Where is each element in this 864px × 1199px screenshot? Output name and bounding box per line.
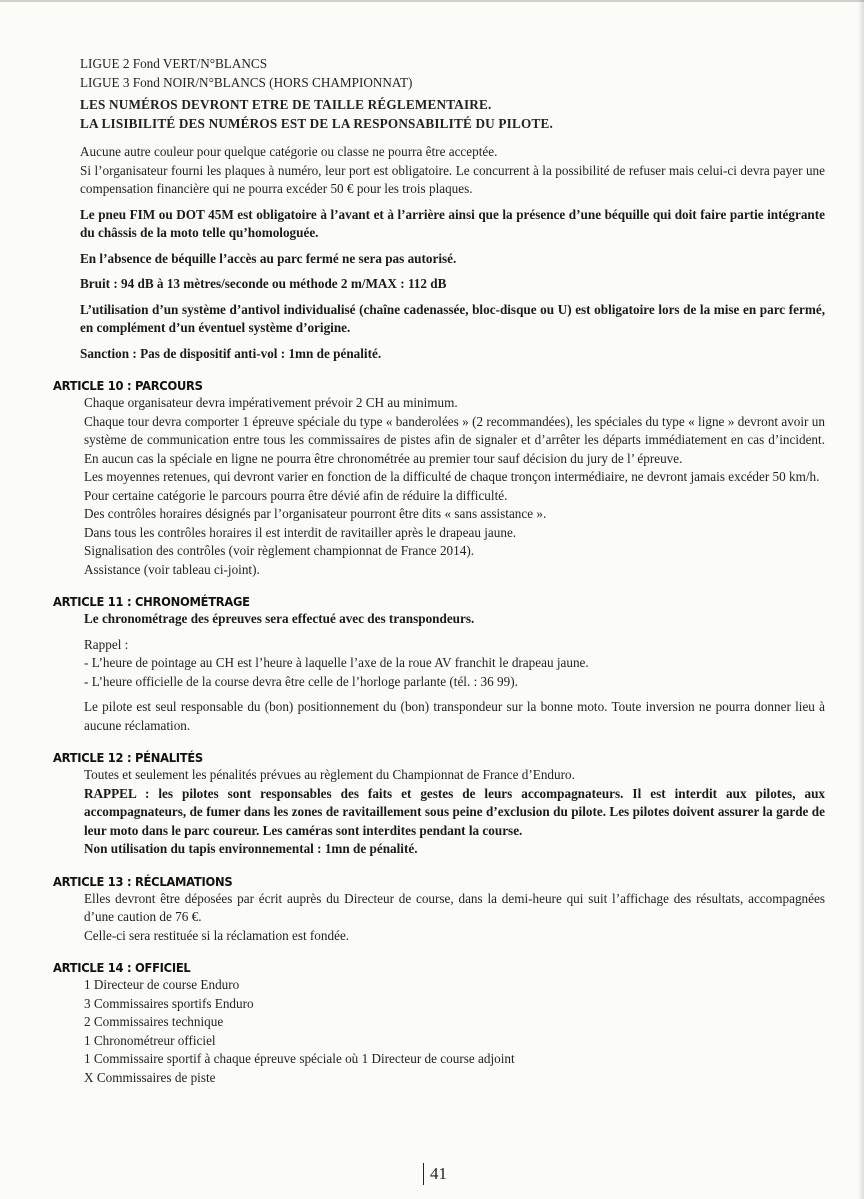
article-10-body (84, 394, 825, 579)
article-12-body (84, 766, 825, 859)
art11-line-5: Le pilote est seul responsable du (bon) positionnement du (bon) transpondeur sur la bonne moto. Toute inversion ne pourra donner lieu à aucune réclamation. (84, 699, 825, 733)
art12-line-2: RAPPEL : les pilotes sont responsables des faits et gestes de leurs accompagnateurs. Il est interdit aux pilotes, aux accompagnateurs, de fumer dans les zones de ravitaillement sous peine d’exclusion du pilote. Les pilotes doivent assurer la garde de leur moto dans le parc coureur. Les caméras sont interdites pendant la course. (84, 785, 825, 838)
art13-line-2: Celle-ci sera restituée si la réclamation est fondée. (84, 927, 350, 943)
plates-paragraph: Si l’organisateur fourni les plaques à numéro, leur port est obligatoire. Le concurrent à la possibilité de refuser mais celui-ci devra payer une compensation financière qui ne pourra excéder 50 € pour les trois plaques. (80, 162, 825, 196)
article-13-body (84, 890, 825, 946)
article-13-title: ARTICLE 13 : RÉCLAMATIONS (53, 873, 233, 889)
art11-line-3: - L’heure de pointage au CH est l’heure à laquelle l’axe de la roue AV franchit le drapeau jaune. (84, 655, 589, 670)
list-item: 1 Commissaire sportif à chaque épreuve spéciale où 1 Directeur de course adjoint (84, 1051, 515, 1066)
article-14-title: ARTICLE 14 : OFFICIEL (53, 960, 191, 975)
article-11-body (84, 610, 825, 735)
art10-line-4: Pour certaine catégorie le parcours pourra être dévié afin de réduire la difficulté. (84, 487, 508, 503)
art10-line-1: Chaque organisateur devra impérativement prévoir 2 CH au minimum. (84, 395, 458, 410)
tyre-paragraph: Le pneu FIM ou DOT 45M est obligatoire à l’avant et à l’arrière ainsi que la présence d’une béquille qui doit faire partie intégrante du châssis de la moto telle qu’homologuée. (80, 206, 825, 240)
art13-line-1: Elles devront être déposées par écrit auprès du Directeur de course, dans la demi-heure qui suit l’affichage des résultats, accompagnées d’une caution de 76 €. (84, 890, 825, 924)
art11-line-1: Le chronométrage des épreuves sera effectué avec des transpondeurs. (84, 611, 475, 626)
numbers-legibility-notice: LA LISIBILITÉ DES NUMÉROS EST DE LA RESPONSABILITÉ DU PILOTE. (80, 115, 553, 131)
page-number: 41 (423, 1163, 447, 1185)
art11-line-2: Rappel : (84, 636, 129, 652)
art12-line-3: Non utilisation du tapis environnemental : 1mn de pénalité. (84, 841, 418, 856)
article-12-title: ARTICLE 12 : PÉNALITÉS (53, 750, 203, 765)
art10-line-7: Signalisation des contrôles (voir règlement championnat de France 2014). (84, 543, 475, 558)
page-top-edge (0, 0, 864, 2)
page-content (53, 55, 825, 1087)
article-10-title: ARTICLE 10 : PARCOURS (53, 378, 203, 393)
antitheft-paragraph: L’utilisation d’un système d’antivol individualisé (chaîne cadenassée, bloc-disque ou U) est obligatoire lors de la mise en parc fermé, en complément d’un éventuel système d’origine. (80, 301, 825, 335)
art10-line-8: Assistance (voir tableau ci-joint). (84, 561, 260, 577)
art10-line-6: Dans tous les contrôles horaires il est interdit de ravitailler après le drapeau jaune. (84, 524, 517, 540)
sanction-paragraph: Sanction : Pas de dispositif anti-vol : 1mn de pénalité. (80, 345, 382, 361)
article-14-body (84, 976, 825, 1087)
color-notice: Aucune autre couleur pour quelque catégorie ou classe ne pourra être acceptée. (80, 144, 498, 159)
list-item: 1 Chronométreur officiel (84, 1032, 216, 1048)
art10-line-2: Chaque tour devra comporter 1 épreuve spéciale du type « banderolées » (2 recommandées), les spéciales du type « ligne » devront avoir un système de communication entre tous les commissaires de pistes afin de signaler et d’arrêter les départs immédiatement en cas d’incident. En aucun cas la spéciale en ligne ne pourra être chronométrée au premier tour sauf décision du jury de l’ épreuve. (84, 413, 825, 466)
page-right-shadow (858, 0, 864, 1199)
art11-line-4: - L’heure officielle de la course devra être celle de l’horloge parlante (tél. : 36 99). (84, 673, 518, 689)
kickstand-paragraph: En l’absence de béquille l’accès au parc fermé ne sera pas autorisé. (80, 250, 457, 266)
art12-line-1: Toutes et seulement les pénalités prévues au règlement du Championnat de France d’Enduro. (84, 767, 575, 782)
noise-paragraph: Bruit : 94 dB à 13 mètres/seconde ou méthode 2 m/MAX : 112 dB (80, 276, 447, 291)
art10-line-3: Les moyennes retenues, qui devront varier en fonction de la difficulté de chaque tronçon intermédiaire, ne devront jamais excéder 50 km/h. (84, 469, 820, 484)
art10-line-5: Des contrôles horaires désignés par l’organisateur pourront être dits « sans assistance ». (84, 506, 547, 521)
list-item: 3 Commissaires sportifs Enduro (84, 995, 254, 1011)
numbers-size-notice: LES NUMÉROS DEVRONT ETRE DE TAILLE RÉGLEMENTAIRE. (80, 97, 492, 112)
ligue-2-line: LIGUE 2 Fond VERT/N°BLANCS (80, 56, 268, 71)
intro-section (80, 55, 825, 363)
list-item: X Commissaires de piste (84, 1069, 216, 1085)
list-item: 1 Directeur de course Enduro (84, 977, 240, 992)
list-item: 2 Commissaires technique (84, 1014, 224, 1029)
ligue-3-line: LIGUE 3 Fond NOIR/N°BLANCS (HORS CHAMPIONNAT) (80, 74, 413, 90)
article-11-title: ARTICLE 11 : CHRONOMÉTRAGE (53, 594, 250, 609)
